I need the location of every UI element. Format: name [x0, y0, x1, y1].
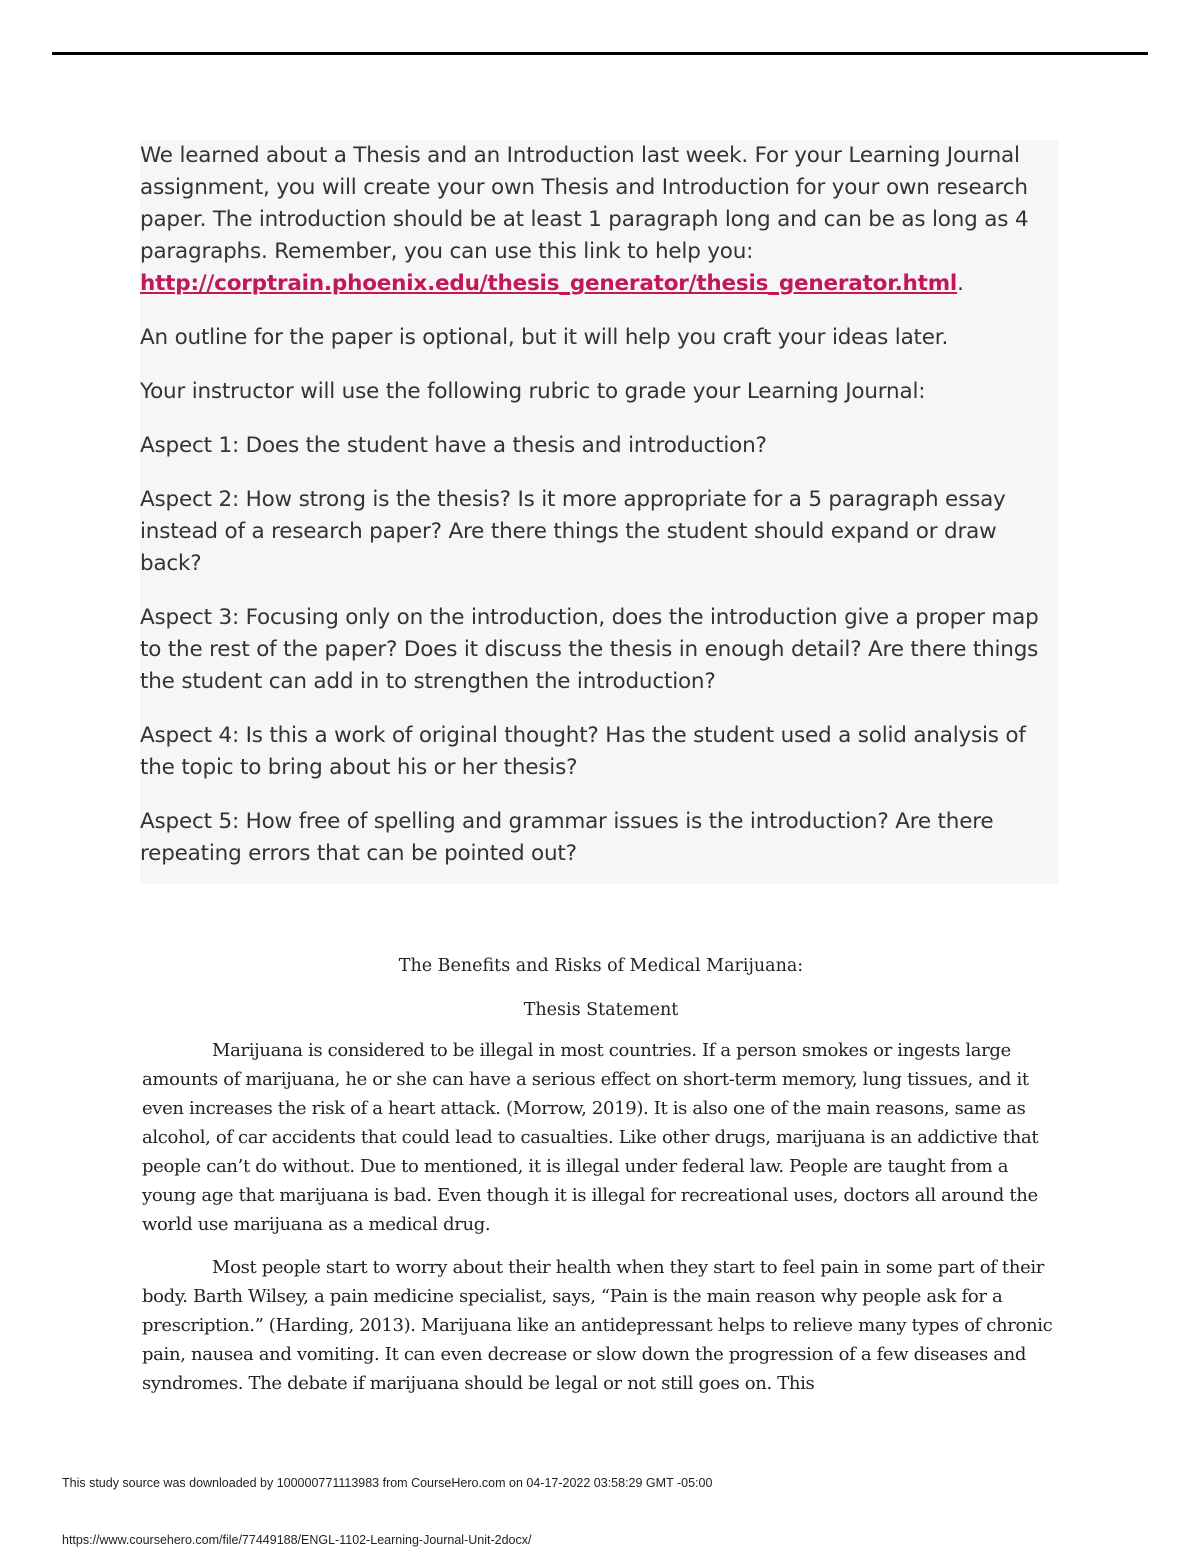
rubric-aspect-3: Aspect 3: Focusing only on the introduction, does the introduction give a proper map to the rest of the paper? Does it discuss the thesis in enough detail? Are there things the student can add in to strengthen the introduction?	[140, 605, 1039, 694]
download-note: This study source was downloaded by 100000771113983 from CourseHero.com on 04-17-2022 03:58:29 GMT -05:00	[62, 1476, 713, 1490]
rubric-aspect-2: Aspect 2: How strong is the thesis? Is it more appropriate for a 5 paragraph essay instead of a research paper? Are there things the student should expand or draw back?	[140, 487, 1006, 576]
outline-note: An outline for the paper is optional, but it will help you craft your ideas later.	[140, 325, 949, 350]
assignment-intro	[140, 140, 1058, 300]
top-rule	[52, 52, 1148, 55]
rubric-intro: Your instructor will use the following rubric to grade your Learning Journal:	[140, 379, 926, 404]
rubric-aspect-4: Aspect 4: Is this a work of original thought? Has the student used a solid analysis of the topic to bring about his or her thesis?	[140, 723, 1026, 780]
paper-paragraph-2: Most people start to worry about their health when they start to feel pain in some part of their body. Barth Wilsey, a pain medicine specialist, says, “Pain is the main reason why people ask for a prescription.” (Harding, 2013). Marijuana like an antidepressant helps to relieve many types of chronic pain, nausea and vomiting. It can even decrease or slow down the progression of a few diseases and syndromes. The debate if marijuana should be legal or not still goes on. This	[142, 1257, 1053, 1394]
assignment-intro-end: .	[957, 271, 964, 296]
rubric-aspect-1: Aspect 1: Does the student have a thesis and introduction?	[140, 433, 767, 458]
paper-paragraph-1: Marijuana is considered to be illegal in most countries. If a person smokes or ingests large amounts of marijuana, he or she can have a serious effect on short-term memory, lung tissues, and it even increases the risk of a heart attack. (Morrow, 2019). It is also one of the main reasons, same as alcohol, of car accidents that could lead to casualties. Like other drugs, marijuana is an addictive that people can’t do without. Due to mentioned, it is illegal under federal law. People are taught from a young age that marijuana is bad. Even though it is illegal for recreational uses, doctors all around the world use marijuana as a medical drug.	[142, 1040, 1039, 1235]
assignment-instructions	[140, 140, 1058, 884]
paper-title: The Benefits and Risks of Medical Marijuana:	[398, 956, 804, 976]
student-paper	[142, 952, 1060, 1398]
rubric-aspect-5: Aspect 5: How free of spelling and grammar issues is the introduction? Are there repeating errors that can be pointed out?	[140, 809, 994, 866]
assignment-intro-text: We learned about a Thesis and an Introduction last week. For your Learning Journal assignment, you will create your own Thesis and Introduction for your own research paper. The introduction should be at least 1 paragraph long and can be as long as 4 paragraphs. Remember, you can use this link to help you:	[140, 143, 1029, 264]
source-url[interactable]: https://www.coursehero.com/file/77449188/ENGL-1102-Learning-Journal-Unit-2docx/	[62, 1533, 532, 1547]
thesis-generator-link[interactable]: http://corptrain.phoenix.edu/thesis_generator/thesis_generator.html	[140, 271, 958, 296]
paper-subtitle: Thesis Statement	[523, 1000, 679, 1020]
